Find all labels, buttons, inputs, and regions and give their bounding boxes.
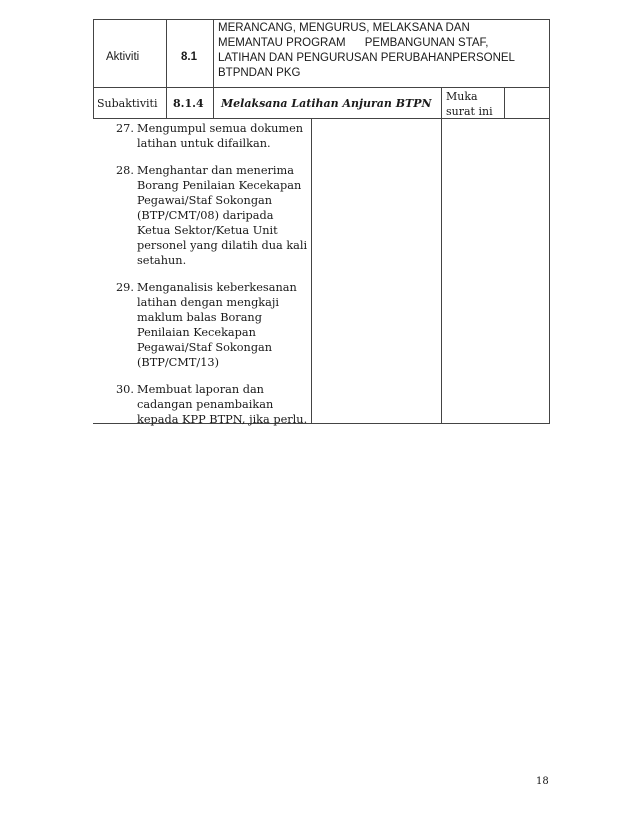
subactivity-code: 8.1.4: [173, 97, 204, 110]
list-item: [116, 280, 312, 370]
list-item: [116, 163, 312, 268]
item-text: Membuat laporan dan cadangan penambaikan kepada KPP BTPN, jika perlu.: [137, 383, 308, 426]
list-item: [116, 382, 312, 427]
activity-title: MERANCANG, MENGURUS, MELAKSANA DAN MEMANTAU PROGRAM PEMBANGUNAN STAF, LATIHAN DAN PENGURUSAN PERUBAHANPERSONEL BTPNDAN PKG: [218, 22, 515, 79]
item-text: Menganalisis keberkesanan latihan dengan mengkaji maklum balas Borang Penilaian Kecekapan Pegawai/Staf Sokongan (BTP/CMT/13): [137, 281, 297, 369]
activity-code: 8.1: [181, 51, 197, 63]
procedure-list: [116, 121, 312, 439]
item-text: Menghantar dan menerima Borang Penilaian Kecekapan Pegawai/Staf Sokongan (BTP/CMT/08) daripada Ketua Sektor/Ketua Unit personel yang dilatih dua kali setahun.: [137, 164, 308, 267]
subactivity-title: Melaksana Latihan Anjuran BTPN: [221, 97, 432, 110]
item-text: Mengumpul semua dokumen latihan untuk difailkan.: [137, 122, 304, 150]
list-item: [116, 121, 312, 151]
item-number: 27.: [116, 122, 134, 135]
page-number: 18: [536, 776, 549, 787]
activity-label: Aktiviti: [106, 51, 140, 63]
subactivity-label: Subaktiviti: [97, 97, 158, 110]
page-reference: Muka surat ini: [446, 90, 493, 118]
item-number: 29.: [116, 281, 134, 294]
item-number: 28.: [116, 164, 134, 177]
item-number: 30.: [116, 383, 134, 396]
